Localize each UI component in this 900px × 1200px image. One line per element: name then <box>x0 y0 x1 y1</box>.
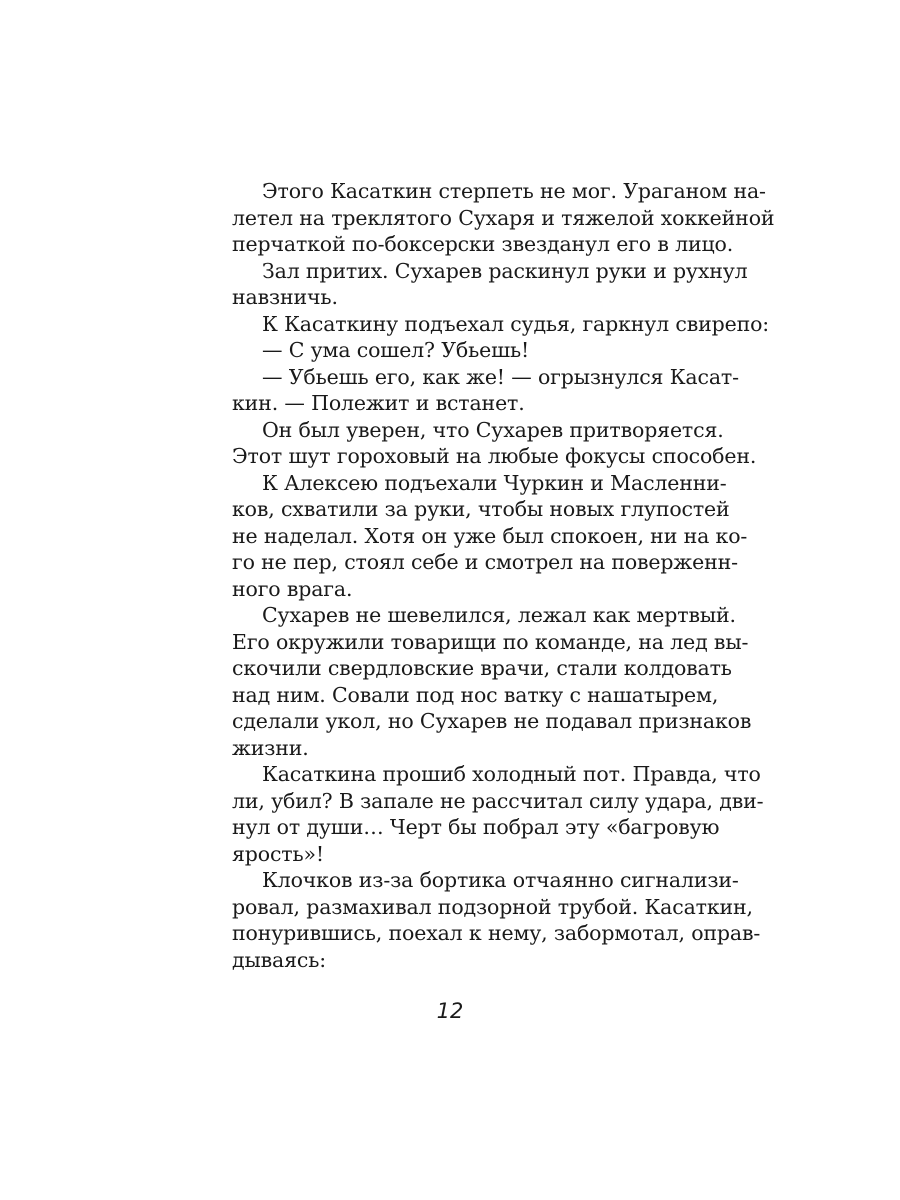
text-line: Сухарев не шевелился, лежал как мертвый. <box>262 603 736 627</box>
body-text <box>232 178 775 973</box>
text-line: летел на треклятого Сухаря и тяжелой хоккейной <box>232 205 775 230</box>
text-line: Этот шут гороховый на любые фокусы способен. <box>232 444 757 468</box>
text-line: Клочков из-за бортика отчаянно сигнализи- <box>262 868 739 892</box>
text-line: Он был уверен, что Сухарев притворяется. <box>262 417 724 442</box>
text-line: над ним. Совали под нос ватку с нашатырем, <box>232 682 719 707</box>
text-line: перчаткой по-боксерски звезданул его в лицо. <box>232 232 734 256</box>
text-line: К Касаткину подъехал судья, гаркнул свирепо: <box>262 311 770 336</box>
text-line: ли, убил? В запале не рассчитал силу удара, дви- <box>232 788 764 813</box>
text-line: ного врага. <box>232 576 353 601</box>
text-line: ярость»! <box>232 841 324 866</box>
text-line: кин. — Полежит и встанет. <box>232 391 525 415</box>
text-line: — Убьешь его, как же! — огрызнулся Касат- <box>262 364 739 389</box>
text-line: Этого Касаткин стерпеть не мог. Ураганом на- <box>262 179 766 203</box>
text-line: — С ума сошел? Убьешь! <box>262 338 530 362</box>
text-line: не наделал. Хотя он уже был спокоен, ни на ко- <box>232 523 748 548</box>
page-number: 12 <box>436 999 464 1023</box>
text-line: навзничь. <box>232 285 338 309</box>
text-line: понурившись, поехал к нему, забормотал, оправ- <box>232 921 761 945</box>
text-line: скочили свердловские врачи, стали колдовать <box>232 656 732 680</box>
text-line: К Алексею подъехали Чуркин и Масленни- <box>262 470 727 495</box>
text-line: нул от души… Черт бы побрал эту «багровую <box>232 815 720 839</box>
text-line: Зал притих. Сухарев раскинул руки и рухнул <box>262 258 748 283</box>
text-line: Касаткина прошиб холодный пот. Правда, что <box>262 762 761 786</box>
text-line: дываясь: <box>232 947 326 972</box>
text-line: ровал, размахивал подзорной трубой. Касаткин, <box>232 894 753 919</box>
text-line: Его окружили товарищи по команде, на лед вы- <box>232 629 749 654</box>
text-line: го не пер, стоял себе и смотрел на поверженн- <box>232 550 738 574</box>
text-line: жизни. <box>232 735 309 760</box>
text-line: сделали укол, но Сухарев не подавал признаков <box>232 709 752 733</box>
text-line: ков, схватили за руки, чтобы новых глупостей <box>232 497 730 521</box>
